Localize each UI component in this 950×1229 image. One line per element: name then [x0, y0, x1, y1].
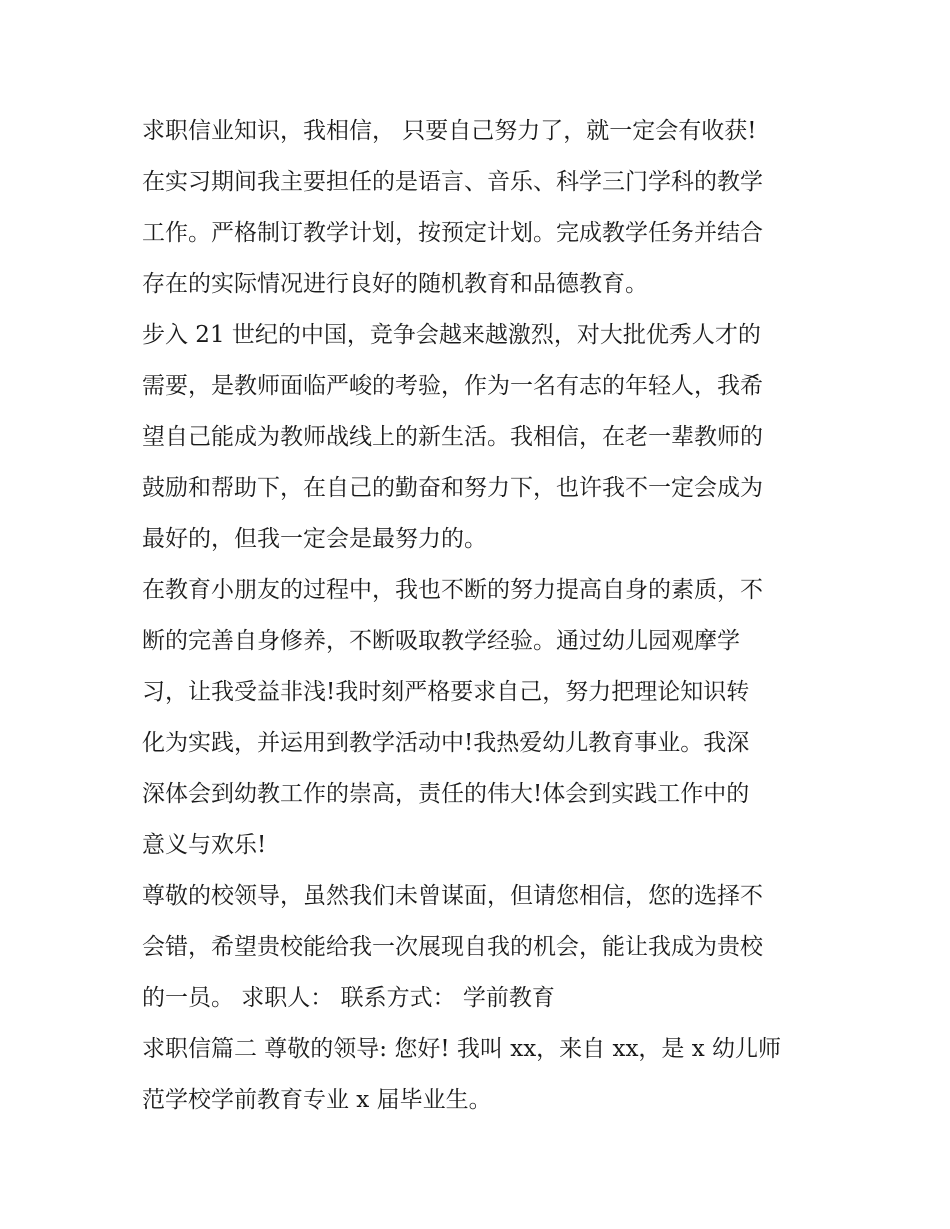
text-line: 最好的，但我一定会是最努力的。	[142, 526, 487, 552]
text-line: 的一员。 求职人： 联系方式： 学前教育	[142, 985, 555, 1011]
text-line: 望自己能成为教师战线上的新生活。我相信，在老一辈教师的	[142, 424, 763, 450]
text-line: 求职信业知识，我相信， 只要自己努力了，就一定会有收获!	[142, 118, 757, 144]
text-line: 范学校学前教育专业 x 届毕业生。	[142, 1087, 492, 1113]
text-line: 意义与欢乐!	[142, 832, 267, 858]
text-line: 习，让我受益非浅!我时刻严格要求自己，努力把理论知识转	[142, 679, 750, 705]
text-line: 鼓励和帮助下，在自己的勤奋和努力下，也许我不一定会成为	[142, 475, 763, 501]
text-line: 工作。严格制订教学计划，按预定计划。完成教学任务并结合	[142, 220, 763, 246]
text-line: 在教育小朋友的过程中，我也不断的努力提高自身的素质，不	[142, 577, 763, 603]
text-line: 尊敬的校领导，虽然我们未曾谋面，但请您相信，您的选择不	[142, 883, 763, 909]
text-line: 求职信篇二 尊敬的领导: 您好! 我叫 xx，来自 xx，是 x 幼儿师	[142, 1036, 782, 1062]
text-line: 深体会到幼教工作的崇高，责任的伟大!体会到实践工作中的	[142, 781, 750, 807]
text-line: 在实习期间我主要担任的是语言、音乐、科学三门学科的教学	[142, 169, 763, 195]
text-line: 步入 21 世纪的中国，竞争会越来越激烈，对大批优秀人才的	[142, 322, 761, 348]
text-line: 断的完善自身修养，不断吸取教学经验。通过幼儿园观摩学	[142, 628, 740, 654]
text-line: 会错，希望贵校能给我一次展现自我的机会，能让我成为贵校	[142, 934, 763, 960]
text-line: 化为实践，并运用到教学活动中!我热爱幼儿教育事业。我深	[142, 730, 750, 756]
document-body	[142, 111, 822, 1131]
text-line: 需要，是教师面临严峻的考验，作为一名有志的年轻人，我希	[142, 373, 763, 399]
text-line: 存在的实际情况进行良好的随机教育和品德教育。	[142, 271, 648, 297]
